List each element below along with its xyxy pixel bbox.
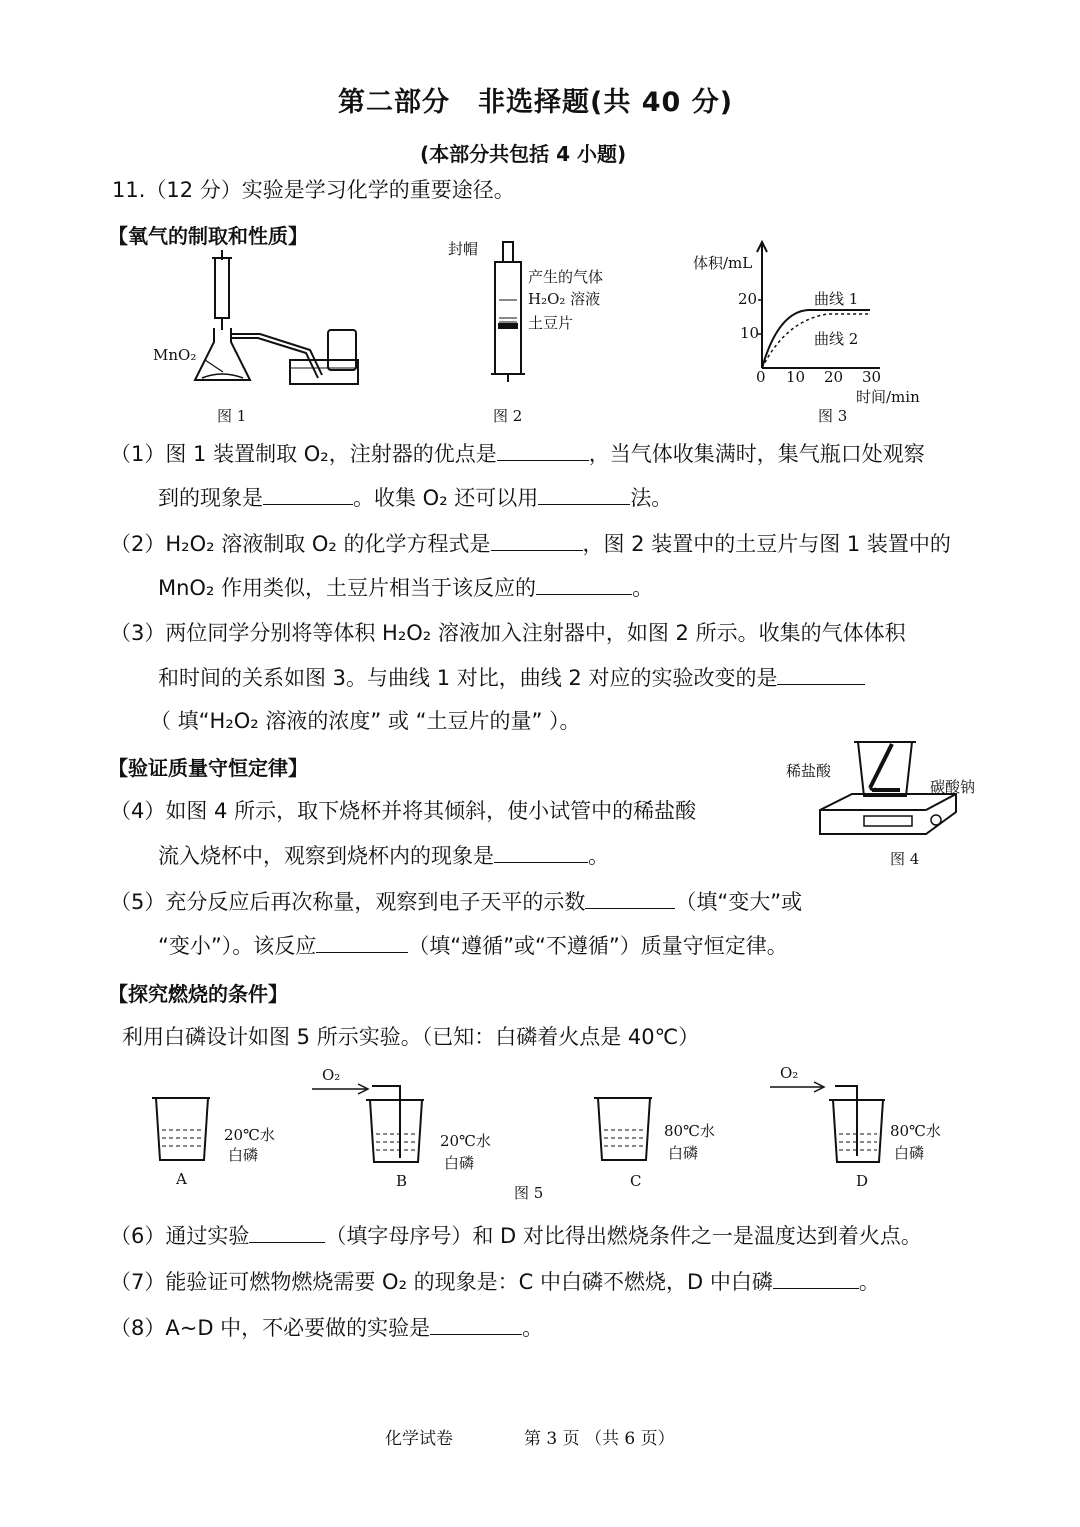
section-mass-conservation: 【验证质量守恒定律】 bbox=[108, 756, 308, 780]
figure-1-apparatus bbox=[150, 250, 380, 400]
fig5-b-phosphorus: 白磷 bbox=[444, 1154, 475, 1172]
q2-line2: MnO₂ 作用类似，土豆片相当于该反应的 。 bbox=[158, 572, 653, 603]
fig2-label-cap: 封帽 bbox=[448, 240, 479, 258]
q5-blank-2[interactable] bbox=[316, 930, 408, 953]
fig5-c-water: 80℃水 bbox=[664, 1122, 715, 1140]
q2-line1: （2）H₂O₂ 溶液制取 O₂ 的化学方程式是 ，图 2 装置中的土豆片与图 1 装置中的 bbox=[110, 528, 951, 559]
fig4-caption: 图 4 bbox=[890, 850, 920, 868]
page-subtitle: (本部分共包括 4 小题) bbox=[420, 142, 627, 166]
q1-blank-1[interactable] bbox=[497, 438, 589, 461]
fig5-beaker-a bbox=[150, 1090, 210, 1165]
question-intro: 11.（12 分）实验是学习化学的重要途径。 bbox=[112, 178, 515, 202]
fig2-label-gas: 产生的气体 bbox=[528, 268, 604, 286]
fig5-c-phosphorus: 白磷 bbox=[668, 1144, 699, 1162]
q2-blank-1[interactable] bbox=[491, 528, 583, 551]
q7-line: （7）能验证可燃物燃烧需要 O₂ 的现象是：C 中白磷不燃烧，D 中白磷 。 bbox=[110, 1266, 880, 1297]
fig5-beaker-d bbox=[825, 1082, 895, 1167]
fig4-label-carbonate: 碳酸钠 bbox=[930, 778, 976, 796]
footer-page: 第 3 页 （共 6 页） bbox=[524, 1429, 675, 1449]
fig2-label-potato: 土豆片 bbox=[528, 314, 574, 332]
q5-line1: （5）充分反应后再次称量，观察到电子天平的示数 （填“变大”或 bbox=[110, 886, 802, 917]
page-title: 第二部分 非选择题(共 40 分) bbox=[338, 87, 734, 118]
fig2-caption: 图 2 bbox=[493, 407, 523, 425]
fig3-ylabel: 体积/mL bbox=[693, 254, 753, 272]
fig3-xlabel: 时间/min bbox=[856, 388, 920, 406]
fig5-beaker-c bbox=[590, 1090, 660, 1165]
q3-blank-1[interactable] bbox=[777, 662, 865, 685]
fig5-letter-b: B bbox=[396, 1172, 408, 1190]
section-combustion: 【探究燃烧的条件】 bbox=[108, 982, 288, 1006]
q2-blank-2[interactable] bbox=[536, 572, 632, 595]
footer-subject: 化学试卷 bbox=[385, 1429, 453, 1449]
fig3-xtick-10: 10 bbox=[786, 368, 806, 386]
fig3-xtick-20: 20 bbox=[824, 368, 844, 386]
fig5-label-o2-d: O₂ bbox=[780, 1064, 799, 1082]
q5-line2: “变小”）。该反应 （填“遵循”或“不遵循”）质量守恒定律。 bbox=[158, 930, 788, 961]
q3-line1: （3）两位同学分别将等体积 H₂O₂ 溶液加入注射器中，如图 2 所示。收集的气体体积 bbox=[110, 621, 906, 645]
fig5-a-water: 20℃水 bbox=[224, 1126, 275, 1144]
q1-line2: 到的现象是 。收集 O₂ 还可以用 法。 bbox=[158, 482, 672, 513]
fig5-caption: 图 5 bbox=[514, 1184, 544, 1202]
fig2-label-h2o2: H₂O₂ 溶液 bbox=[528, 290, 601, 308]
fig5-beaker-b bbox=[362, 1082, 432, 1167]
fig3-ytick-10: 10 bbox=[740, 324, 760, 342]
fig3-caption: 图 3 bbox=[818, 407, 848, 425]
q6-blank-1[interactable] bbox=[249, 1220, 325, 1243]
q8-line: （8）A~D 中，不必要做的实验是 。 bbox=[110, 1312, 543, 1343]
fig1-leader bbox=[205, 358, 225, 378]
q4-line2: 流入烧杯中，观察到烧杯内的现象是 。 bbox=[158, 840, 609, 871]
q7-blank-1[interactable] bbox=[773, 1266, 859, 1289]
fig3-ytick-20: 20 bbox=[738, 290, 758, 308]
fig4-label-acid: 稀盐酸 bbox=[786, 762, 832, 780]
q3-line3: （ 填“H₂O₂ 溶液的浓度” 或 “土豆片的量” ）。 bbox=[150, 709, 581, 733]
fig5-d-phosphorus: 白磷 bbox=[894, 1144, 925, 1162]
fig3-label-curve1: 曲线 1 bbox=[814, 290, 859, 308]
q1-blank-2[interactable] bbox=[263, 482, 353, 505]
fig5-letter-c: C bbox=[630, 1172, 642, 1190]
fig5-letter-a: A bbox=[176, 1170, 187, 1188]
fig3-xtick-30: 30 bbox=[862, 368, 882, 386]
fig5-o2-arrow-b bbox=[312, 1082, 372, 1096]
q1-line1: （1）图 1 装置制取 O₂，注射器的优点是 ，当气体收集满时，集气瓶口处观察 bbox=[110, 438, 925, 469]
q4-line1: （4）如图 4 所示，取下烧杯并将其倾斜，使小试管中的稀盐酸 bbox=[110, 799, 697, 823]
q3-line2: 和时间的关系如图 3。与曲线 1 对比，曲线 2 对应的实验改变的是 bbox=[158, 662, 865, 693]
fig5-o2-arrow-d bbox=[770, 1080, 830, 1094]
section-oxygen: 【氧气的制取和性质】 bbox=[108, 224, 308, 248]
q1-blank-3[interactable] bbox=[538, 482, 630, 505]
fig5-letter-d: D bbox=[856, 1172, 869, 1190]
fig1-label-mno2: MnO₂ bbox=[153, 346, 197, 364]
q6-line: （6）通过实验 （填字母序号）和 D 对比得出燃烧条件之一是温度达到着火点。 bbox=[110, 1220, 922, 1251]
fig5-d-water: 80℃水 bbox=[890, 1122, 941, 1140]
q8-blank-1[interactable] bbox=[430, 1312, 522, 1335]
fig3-xtick-0: 0 bbox=[756, 368, 766, 386]
fig3-label-curve2: 曲线 2 bbox=[814, 330, 859, 348]
q4-blank-1[interactable] bbox=[494, 840, 588, 863]
fig5-intro: 利用白磷设计如图 5 所示实验。（已知：白磷着火点是 40℃） bbox=[122, 1025, 700, 1049]
fig5-a-phosphorus: 白磷 bbox=[228, 1146, 259, 1164]
fig1-caption: 图 1 bbox=[217, 407, 247, 425]
q5-blank-1[interactable] bbox=[585, 886, 675, 909]
fig5-label-o2-b: O₂ bbox=[322, 1066, 341, 1084]
fig5-b-water: 20℃水 bbox=[440, 1132, 491, 1150]
